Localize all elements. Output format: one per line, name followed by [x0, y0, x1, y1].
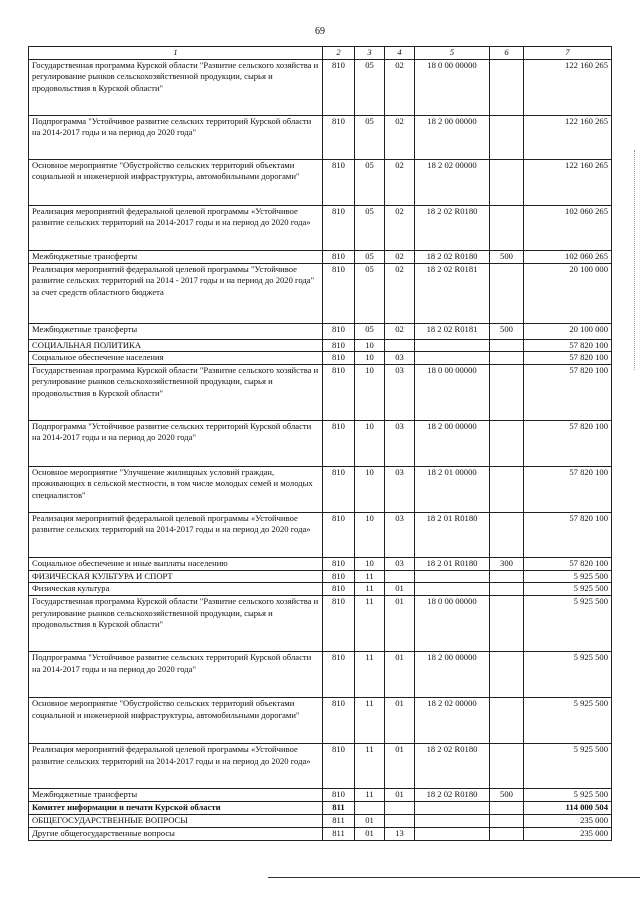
- table-row: [29, 651, 612, 697]
- amount-cell: 235 000: [524, 814, 612, 827]
- target-article-cell: 18 2 00 00000: [415, 115, 490, 159]
- ministry-code-cell: 810: [323, 583, 355, 596]
- row-name-cell: Комитет информации и печати Курской области: [29, 801, 323, 814]
- target-article-cell: 18 2 02 R0180: [415, 743, 490, 788]
- expense-type-cell: [490, 743, 524, 788]
- row-name-cell: Другие общегосударственные вопросы: [29, 827, 323, 840]
- amount-cell: 5 925 500: [524, 583, 612, 596]
- table-row: [29, 512, 612, 557]
- expense-type-cell: [490, 595, 524, 651]
- column-header: 7: [524, 47, 612, 60]
- target-article-cell: 18 2 02 R0180: [415, 205, 490, 250]
- expense-type-cell: [490, 697, 524, 743]
- expense-type-cell: 500: [490, 788, 524, 801]
- row-name-cell: Подпрограмма "Устойчивое развитие сельских территорий Курской области на 2014-2017 годы и на период до 2020 года": [29, 651, 323, 697]
- amount-cell: 102 060 265: [524, 205, 612, 250]
- subsection-code-cell: [385, 570, 415, 583]
- section-code-cell: 05: [355, 250, 385, 263]
- amount-cell: 5 925 500: [524, 570, 612, 583]
- amount-cell: 5 925 500: [524, 651, 612, 697]
- target-article-cell: [415, 583, 490, 596]
- amount-cell: 57 820 100: [524, 339, 612, 352]
- target-article-cell: [415, 352, 490, 365]
- row-name-cell: Реализация мероприятий федеральной целевой программы «Устойчивое развитие сельских территорий на 2014-2017 годы и на период до 2020 года»: [29, 512, 323, 557]
- section-code-cell: 11: [355, 743, 385, 788]
- table-row: [29, 814, 612, 827]
- row-name-cell: Социальное обеспечение и иные выплаты населению: [29, 557, 323, 570]
- subsection-code-cell: 02: [385, 205, 415, 250]
- table-row: [29, 420, 612, 466]
- ministry-code-cell: 810: [323, 115, 355, 159]
- section-code-cell: 10: [355, 339, 385, 352]
- section-code-cell: [355, 801, 385, 814]
- subsection-code-cell: [385, 814, 415, 827]
- section-code-cell: 05: [355, 115, 385, 159]
- target-article-cell: 18 2 01 R0180: [415, 512, 490, 557]
- ministry-code-cell: 810: [323, 250, 355, 263]
- amount-cell: 235 000: [524, 827, 612, 840]
- expense-type-cell: [490, 827, 524, 840]
- expense-type-cell: [490, 115, 524, 159]
- subsection-code-cell: 01: [385, 595, 415, 651]
- target-article-cell: 18 2 00 00000: [415, 420, 490, 466]
- ministry-code-cell: 810: [323, 512, 355, 557]
- amount-cell: 122 160 265: [524, 59, 612, 115]
- section-code-cell: 05: [355, 205, 385, 250]
- target-article-cell: 18 2 01 R0180: [415, 557, 490, 570]
- subsection-code-cell: 03: [385, 557, 415, 570]
- section-code-cell: 05: [355, 323, 385, 339]
- target-article-cell: 18 2 00 00000: [415, 651, 490, 697]
- ministry-code-cell: 811: [323, 827, 355, 840]
- ministry-code-cell: 810: [323, 570, 355, 583]
- ministry-code-cell: 810: [323, 466, 355, 512]
- ministry-code-cell: 810: [323, 263, 355, 323]
- subsection-code-cell: 13: [385, 827, 415, 840]
- ministry-code-cell: 810: [323, 59, 355, 115]
- subsection-code-cell: 01: [385, 743, 415, 788]
- target-article-cell: [415, 827, 490, 840]
- page-bottom-rule: [268, 877, 640, 878]
- amount-cell: 5 925 500: [524, 595, 612, 651]
- expense-type-cell: [490, 814, 524, 827]
- row-name-cell: Межбюджетные трансферты: [29, 323, 323, 339]
- column-header: 4: [385, 47, 415, 60]
- row-name-cell: Физическая культура: [29, 583, 323, 596]
- table-row: [29, 352, 612, 365]
- amount-cell: 5 925 500: [524, 743, 612, 788]
- ministry-code-cell: 810: [323, 651, 355, 697]
- table-row: [29, 570, 612, 583]
- subsection-code-cell: 02: [385, 59, 415, 115]
- section-code-cell: 11: [355, 697, 385, 743]
- table-row: [29, 159, 612, 205]
- amount-cell: 57 820 100: [524, 420, 612, 466]
- expense-type-cell: 500: [490, 250, 524, 263]
- ministry-code-cell: 810: [323, 420, 355, 466]
- section-code-cell: 11: [355, 651, 385, 697]
- expense-type-cell: [490, 59, 524, 115]
- section-code-cell: 05: [355, 59, 385, 115]
- target-article-cell: 18 2 02 00000: [415, 159, 490, 205]
- expense-type-cell: [490, 263, 524, 323]
- ministry-code-cell: 811: [323, 801, 355, 814]
- subsection-code-cell: 03: [385, 466, 415, 512]
- section-code-cell: 10: [355, 466, 385, 512]
- row-name-cell: Основное мероприятие "Обустройство сельских территорий объектами социальной и инженерной инфраструктуры, автомобильными дорогами": [29, 697, 323, 743]
- amount-cell: 57 820 100: [524, 352, 612, 365]
- ministry-code-cell: 810: [323, 557, 355, 570]
- table-row: [29, 323, 612, 339]
- amount-cell: 20 100 000: [524, 323, 612, 339]
- expense-type-cell: [490, 205, 524, 250]
- target-article-cell: 18 2 02 00000: [415, 697, 490, 743]
- amount-cell: 114 000 504: [524, 801, 612, 814]
- subsection-code-cell: 03: [385, 352, 415, 365]
- ministry-code-cell: 810: [323, 323, 355, 339]
- budget-table: [28, 46, 612, 841]
- column-header: 5: [415, 47, 490, 60]
- expense-type-cell: [490, 352, 524, 365]
- section-code-cell: 10: [355, 420, 385, 466]
- table-row: [29, 250, 612, 263]
- amount-cell: 5 925 500: [524, 697, 612, 743]
- subsection-code-cell: 03: [385, 420, 415, 466]
- column-header: 2: [323, 47, 355, 60]
- table-row: [29, 59, 612, 115]
- table-row: [29, 557, 612, 570]
- section-code-cell: 11: [355, 595, 385, 651]
- section-code-cell: 11: [355, 583, 385, 596]
- target-article-cell: [415, 570, 490, 583]
- ministry-code-cell: 810: [323, 743, 355, 788]
- ministry-code-cell: 810: [323, 364, 355, 420]
- section-code-cell: 01: [355, 814, 385, 827]
- amount-cell: 57 820 100: [524, 466, 612, 512]
- ministry-code-cell: 811: [323, 814, 355, 827]
- subsection-code-cell: 02: [385, 323, 415, 339]
- row-name-cell: Реализация мероприятий федеральной целевой программы "Устойчивое развитие сельских территорий на 2014 - 2017 годы и на период до 2020 года" за счет средств областного бюджета: [29, 263, 323, 323]
- expense-type-cell: [490, 801, 524, 814]
- row-name-cell: Реализация мероприятий федеральной целевой программы «Устойчивое развитие сельских территорий на 2014-2017 годы и на период до 2020 года»: [29, 205, 323, 250]
- row-name-cell: Основное мероприятие "Улучшение жилищных условий граждан, проживающих в сельской местности, в том числе молодых семей и молодых специалистов": [29, 466, 323, 512]
- target-article-cell: 18 0 00 00000: [415, 364, 490, 420]
- expense-type-cell: [490, 159, 524, 205]
- subsection-code-cell: 03: [385, 512, 415, 557]
- table-row: [29, 827, 612, 840]
- table-row: [29, 583, 612, 596]
- amount-cell: 5 925 500: [524, 788, 612, 801]
- section-code-cell: 05: [355, 159, 385, 205]
- table-row: [29, 697, 612, 743]
- row-name-cell: Реализация мероприятий федеральной целевой программы «Устойчивое развитие сельских территорий на 2014-2017 годы и на период до 2020 года»: [29, 743, 323, 788]
- row-name-cell: Межбюджетные трансферты: [29, 788, 323, 801]
- expense-type-cell: [490, 466, 524, 512]
- amount-cell: 57 820 100: [524, 557, 612, 570]
- expense-type-cell: [490, 420, 524, 466]
- expense-type-cell: [490, 651, 524, 697]
- row-name-cell: Межбюджетные трансферты: [29, 250, 323, 263]
- column-header: 1: [29, 47, 323, 60]
- row-name-cell: ОБЩЕГОСУДАРСТВЕННЫЕ ВОПРОСЫ: [29, 814, 323, 827]
- target-article-cell: 18 2 02 R0181: [415, 263, 490, 323]
- amount-cell: 57 820 100: [524, 364, 612, 420]
- target-article-cell: 18 0 00 00000: [415, 59, 490, 115]
- section-code-cell: 11: [355, 570, 385, 583]
- section-code-cell: 10: [355, 364, 385, 420]
- subsection-code-cell: 02: [385, 250, 415, 263]
- row-name-cell: Подпрограмма "Устойчивое развитие сельских территорий Курской области на 2014-2017 годы и на период до 2020 года": [29, 115, 323, 159]
- row-name-cell: Государственная программа Курской области "Развитие сельского хозяйства и регулирование рынков сельскохозяйственной продукции, сырья и продовольствия в Курской области": [29, 364, 323, 420]
- expense-type-cell: 300: [490, 557, 524, 570]
- ministry-code-cell: 810: [323, 205, 355, 250]
- target-article-cell: [415, 339, 490, 352]
- target-article-cell: [415, 801, 490, 814]
- section-code-cell: 10: [355, 512, 385, 557]
- row-name-cell: Государственная программа Курской области "Развитие сельского хозяйства и регулирование рынков сельскохозяйственной продукции, сырья и продовольствия в Курской области": [29, 595, 323, 651]
- expense-type-cell: [490, 512, 524, 557]
- amount-cell: 122 160 265: [524, 159, 612, 205]
- table-row: [29, 743, 612, 788]
- subsection-code-cell: [385, 339, 415, 352]
- target-article-cell: 18 2 01 00000: [415, 466, 490, 512]
- subsection-code-cell: 01: [385, 651, 415, 697]
- ministry-code-cell: 810: [323, 352, 355, 365]
- row-name-cell: Социальное обеспечение населения: [29, 352, 323, 365]
- row-name-cell: Основное мероприятие "Обустройство сельских территорий объектами социальной и инженерной инфраструктуры, автомобильными дорогами": [29, 159, 323, 205]
- target-article-cell: 18 0 00 00000: [415, 595, 490, 651]
- target-article-cell: 18 2 02 R0181: [415, 323, 490, 339]
- ministry-code-cell: 810: [323, 595, 355, 651]
- amount-cell: 57 820 100: [524, 512, 612, 557]
- table-header-row: [29, 47, 612, 60]
- section-code-cell: 05: [355, 263, 385, 323]
- ministry-code-cell: 810: [323, 159, 355, 205]
- table-row: [29, 801, 612, 814]
- section-code-cell: 10: [355, 557, 385, 570]
- row-name-cell: Подпрограмма "Устойчивое развитие сельских территорий Курской области на 2014-2017 годы и на период до 2020 года": [29, 420, 323, 466]
- table-row: [29, 595, 612, 651]
- column-header: 6: [490, 47, 524, 60]
- table-row: [29, 115, 612, 159]
- subsection-code-cell: 01: [385, 583, 415, 596]
- expense-type-cell: 500: [490, 323, 524, 339]
- table-row: [29, 339, 612, 352]
- section-code-cell: 10: [355, 352, 385, 365]
- subsection-code-cell: 02: [385, 263, 415, 323]
- subsection-code-cell: 01: [385, 788, 415, 801]
- ministry-code-cell: 810: [323, 697, 355, 743]
- row-name-cell: Государственная программа Курской области "Развитие сельского хозяйства и регулирование рынков сельскохозяйственной продукции, сырья и продовольствия в Курской области": [29, 59, 323, 115]
- amount-cell: 122 160 265: [524, 115, 612, 159]
- subsection-code-cell: [385, 801, 415, 814]
- subsection-code-cell: 01: [385, 697, 415, 743]
- column-header: 3: [355, 47, 385, 60]
- subsection-code-cell: 02: [385, 159, 415, 205]
- subsection-code-cell: 02: [385, 115, 415, 159]
- expense-type-cell: [490, 339, 524, 352]
- target-article-cell: 18 2 02 R0180: [415, 250, 490, 263]
- page-number: 69: [315, 26, 325, 37]
- table-row: [29, 466, 612, 512]
- ministry-code-cell: 810: [323, 788, 355, 801]
- target-article-cell: 18 2 02 R0180: [415, 788, 490, 801]
- table-row: [29, 364, 612, 420]
- scan-margin-mark: [634, 150, 637, 370]
- expense-type-cell: [490, 570, 524, 583]
- row-name-cell: СОЦИАЛЬНАЯ ПОЛИТИКА: [29, 339, 323, 352]
- table-row: [29, 205, 612, 250]
- section-code-cell: 01: [355, 827, 385, 840]
- expense-type-cell: [490, 364, 524, 420]
- expense-type-cell: [490, 583, 524, 596]
- amount-cell: 102 060 265: [524, 250, 612, 263]
- table-row: [29, 263, 612, 323]
- target-article-cell: [415, 814, 490, 827]
- ministry-code-cell: 810: [323, 339, 355, 352]
- section-code-cell: 11: [355, 788, 385, 801]
- table-row: [29, 788, 612, 801]
- row-name-cell: ФИЗИЧЕСКАЯ КУЛЬТУРА И СПОРТ: [29, 570, 323, 583]
- amount-cell: 20 100 000: [524, 263, 612, 323]
- subsection-code-cell: 03: [385, 364, 415, 420]
